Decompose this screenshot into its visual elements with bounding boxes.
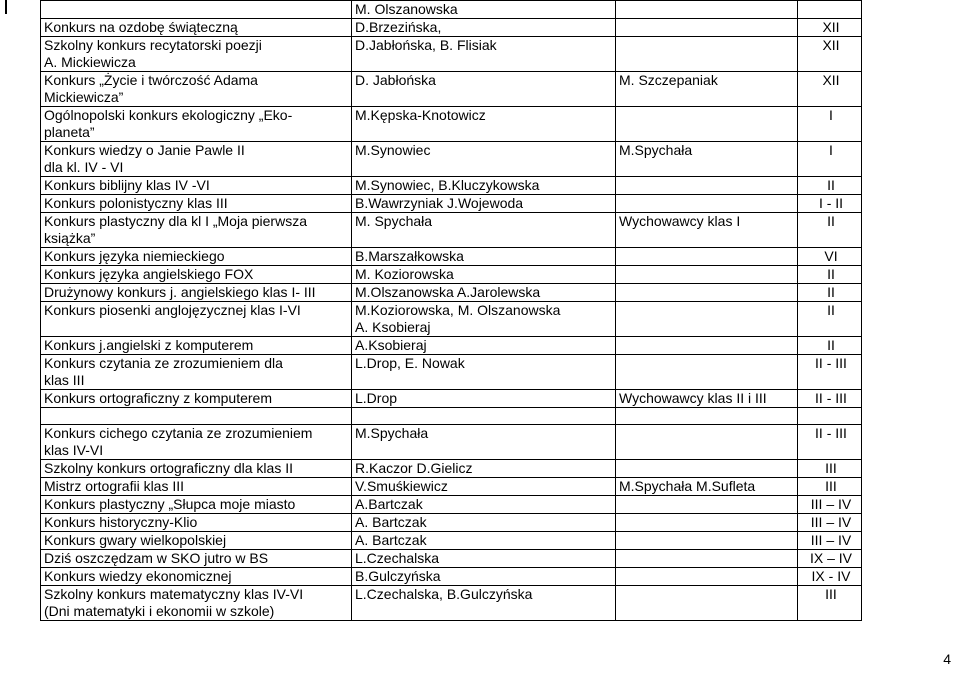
term-cell: I xyxy=(798,107,862,142)
table-row xyxy=(41,550,862,568)
organizers-cell: A. Bartczak xyxy=(352,532,616,550)
table-row xyxy=(41,496,862,514)
contest-title-cell: Konkurs na ozdobę świąteczną xyxy=(41,19,352,37)
term-cell: II xyxy=(798,284,862,302)
table-row xyxy=(41,37,862,72)
co-organizers-cell: Wychowawcy klas II i III xyxy=(616,390,798,408)
term-cell: II xyxy=(798,302,862,337)
co-organizers-cell xyxy=(616,177,798,195)
contest-table xyxy=(40,0,862,621)
table-row xyxy=(41,177,862,195)
term-cell: III xyxy=(798,460,862,478)
contest-title-cell: Konkurs piosenki anglojęzycznej klas I-VI xyxy=(41,302,352,337)
table-row xyxy=(41,107,862,142)
term-cell: III – IV xyxy=(798,496,862,514)
co-organizers-cell xyxy=(616,37,798,72)
term-cell: II xyxy=(798,266,862,284)
co-organizers-cell xyxy=(616,19,798,37)
contest-title-cell: Konkurs biblijny klas IV -VI xyxy=(41,177,352,195)
term-cell: II xyxy=(798,177,862,195)
co-organizers-cell xyxy=(616,284,798,302)
page-number: 4 xyxy=(943,651,951,667)
organizers-cell: B.Gulczyńska xyxy=(352,568,616,586)
contest-title-cell: Dziś oszczędzam w SKO jutro w BS xyxy=(41,550,352,568)
table-row xyxy=(41,142,862,177)
organizers-cell: M. Olszanowska xyxy=(352,1,616,19)
organizers-cell: R.Kaczor D.Gielicz xyxy=(352,460,616,478)
table-row xyxy=(41,266,862,284)
table-row xyxy=(41,390,862,408)
term-cell: II - III xyxy=(798,355,862,390)
margin-line xyxy=(5,0,7,14)
term-cell xyxy=(798,1,862,19)
term-cell: I xyxy=(798,142,862,177)
contest-title-cell: Konkurs ortograficzny z komputerem xyxy=(41,390,352,408)
co-organizers-cell xyxy=(616,514,798,532)
contest-title-cell xyxy=(41,1,352,19)
organizers-cell: L.Czechalska, B.Gulczyńska xyxy=(352,586,616,621)
organizers-cell: B.Marszałkowska xyxy=(352,248,616,266)
contest-title-cell: Konkurs plastyczny dla kl I „Moja pierwsza książka” xyxy=(41,213,352,248)
contest-title-cell: Konkurs j.angielski z komputerem xyxy=(41,337,352,355)
co-organizers-cell xyxy=(616,550,798,568)
co-organizers-cell xyxy=(616,195,798,213)
contest-title-cell: Konkurs historyczny-Klio xyxy=(41,514,352,532)
spacer-cell xyxy=(352,408,616,425)
organizers-cell: M.Olszanowska A.Jarolewska xyxy=(352,284,616,302)
organizers-cell: M. Koziorowska xyxy=(352,266,616,284)
table-row xyxy=(41,514,862,532)
term-cell: IX - IV xyxy=(798,568,862,586)
co-organizers-cell: M. Szczepaniak xyxy=(616,72,798,107)
contest-title-cell: Konkurs polonistyczny klas III xyxy=(41,195,352,213)
organizers-cell: M.Synowiec, B.Kluczykowska xyxy=(352,177,616,195)
contest-title-cell: Ogólnopolski konkurs ekologiczny „Eko- planeta” xyxy=(41,107,352,142)
co-organizers-cell xyxy=(616,107,798,142)
spacer-cell xyxy=(616,408,798,425)
spacer-cell xyxy=(41,408,352,425)
term-cell: II - III xyxy=(798,390,862,408)
table-row xyxy=(41,195,862,213)
contest-title-cell: Konkurs wiedzy o Janie Pawle II dla kl. IV - VI xyxy=(41,142,352,177)
contest-title-cell: Konkurs czytania ze zrozumieniem dla klas III xyxy=(41,355,352,390)
table-row xyxy=(41,302,862,337)
organizers-cell: M.Synowiec xyxy=(352,142,616,177)
table-row xyxy=(41,355,862,390)
table-row xyxy=(41,425,862,460)
co-organizers-cell xyxy=(616,460,798,478)
contest-title-cell: Konkurs cichego czytania ze zrozumieniem klas IV-VI xyxy=(41,425,352,460)
co-organizers-cell: M.Spychała M.Sufleta xyxy=(616,478,798,496)
term-cell: III – IV xyxy=(798,532,862,550)
organizers-cell: A. Bartczak xyxy=(352,514,616,532)
co-organizers-cell xyxy=(616,248,798,266)
table-row xyxy=(41,337,862,355)
co-organizers-cell: M.Spychała xyxy=(616,142,798,177)
organizers-cell: L.Drop xyxy=(352,390,616,408)
organizers-cell: V.Smuśkiewicz xyxy=(352,478,616,496)
organizers-cell: M.Kępska-Knotowicz xyxy=(352,107,616,142)
table-row xyxy=(41,72,862,107)
term-cell: XII xyxy=(798,19,862,37)
organizers-cell: L.Drop, E. Nowak xyxy=(352,355,616,390)
term-cell: I - II xyxy=(798,195,862,213)
contest-title-cell: Konkurs „Życie i twórczość Adama Mickiewicza” xyxy=(41,72,352,107)
term-cell: III – IV xyxy=(798,514,862,532)
contest-title-cell: Konkurs języka niemieckiego xyxy=(41,248,352,266)
table-row xyxy=(41,478,862,496)
contest-title-cell: Drużynowy konkurs j. angielskiego klas I- III xyxy=(41,284,352,302)
spacer-cell xyxy=(798,408,862,425)
contest-title-cell: Konkurs języka angielskiego FOX xyxy=(41,266,352,284)
term-cell: IX – IV xyxy=(798,550,862,568)
organizers-cell: A.Bartczak xyxy=(352,496,616,514)
contest-title-cell: Konkurs gwary wielkopolskiej xyxy=(41,532,352,550)
contest-title-cell: Szkolny konkurs matematyczny klas IV-VI (Dni matematyki i ekonomii w szkole) xyxy=(41,586,352,621)
term-cell: II - III xyxy=(798,425,862,460)
co-organizers-cell xyxy=(616,337,798,355)
table-row xyxy=(41,586,862,621)
term-cell: VI xyxy=(798,248,862,266)
organizers-cell: B.Wawrzyniak J.Wojewoda xyxy=(352,195,616,213)
co-organizers-cell xyxy=(616,266,798,284)
table-row xyxy=(41,284,862,302)
organizers-cell: A.Ksobieraj xyxy=(352,337,616,355)
table-row xyxy=(41,213,862,248)
contest-title-cell: Szkolny konkurs ortograficzny dla klas II xyxy=(41,460,352,478)
co-organizers-cell xyxy=(616,355,798,390)
table-row xyxy=(41,19,862,37)
co-organizers-cell xyxy=(616,496,798,514)
organizers-cell: L.Czechalska xyxy=(352,550,616,568)
co-organizers-cell: Wychowawcy klas I xyxy=(616,213,798,248)
co-organizers-cell xyxy=(616,302,798,337)
co-organizers-cell xyxy=(616,532,798,550)
organizers-cell: D.Brzezińska, xyxy=(352,19,616,37)
contest-title-cell: Szkolny konkurs recytatorski poezji A. Mickiewicza xyxy=(41,37,352,72)
term-cell: III xyxy=(798,586,862,621)
organizers-cell: M.Koziorowska, M. Olszanowska A. Ksobieraj xyxy=(352,302,616,337)
contest-title-cell: Konkurs wiedzy ekonomicznej xyxy=(41,568,352,586)
table-row xyxy=(41,532,862,550)
co-organizers-cell xyxy=(616,1,798,19)
co-organizers-cell xyxy=(616,568,798,586)
table-row xyxy=(41,568,862,586)
organizers-cell: D.Jabłońska, B. Flisiak xyxy=(352,37,616,72)
table-row xyxy=(41,248,862,266)
organizers-cell: D. Jabłońska xyxy=(352,72,616,107)
contest-title-cell: Konkurs plastyczny „Słupca moje miasto xyxy=(41,496,352,514)
table-row xyxy=(41,460,862,478)
spacer-row xyxy=(41,408,862,425)
organizers-cell: M.Spychała xyxy=(352,425,616,460)
co-organizers-cell xyxy=(616,586,798,621)
contest-title-cell: Mistrz ortografii klas III xyxy=(41,478,352,496)
term-cell: II xyxy=(798,213,862,248)
term-cell: II xyxy=(798,337,862,355)
table-row xyxy=(41,1,862,19)
term-cell: III xyxy=(798,478,862,496)
term-cell: XII xyxy=(798,72,862,107)
organizers-cell: M. Spychała xyxy=(352,213,616,248)
term-cell: XII xyxy=(798,37,862,72)
co-organizers-cell xyxy=(616,425,798,460)
